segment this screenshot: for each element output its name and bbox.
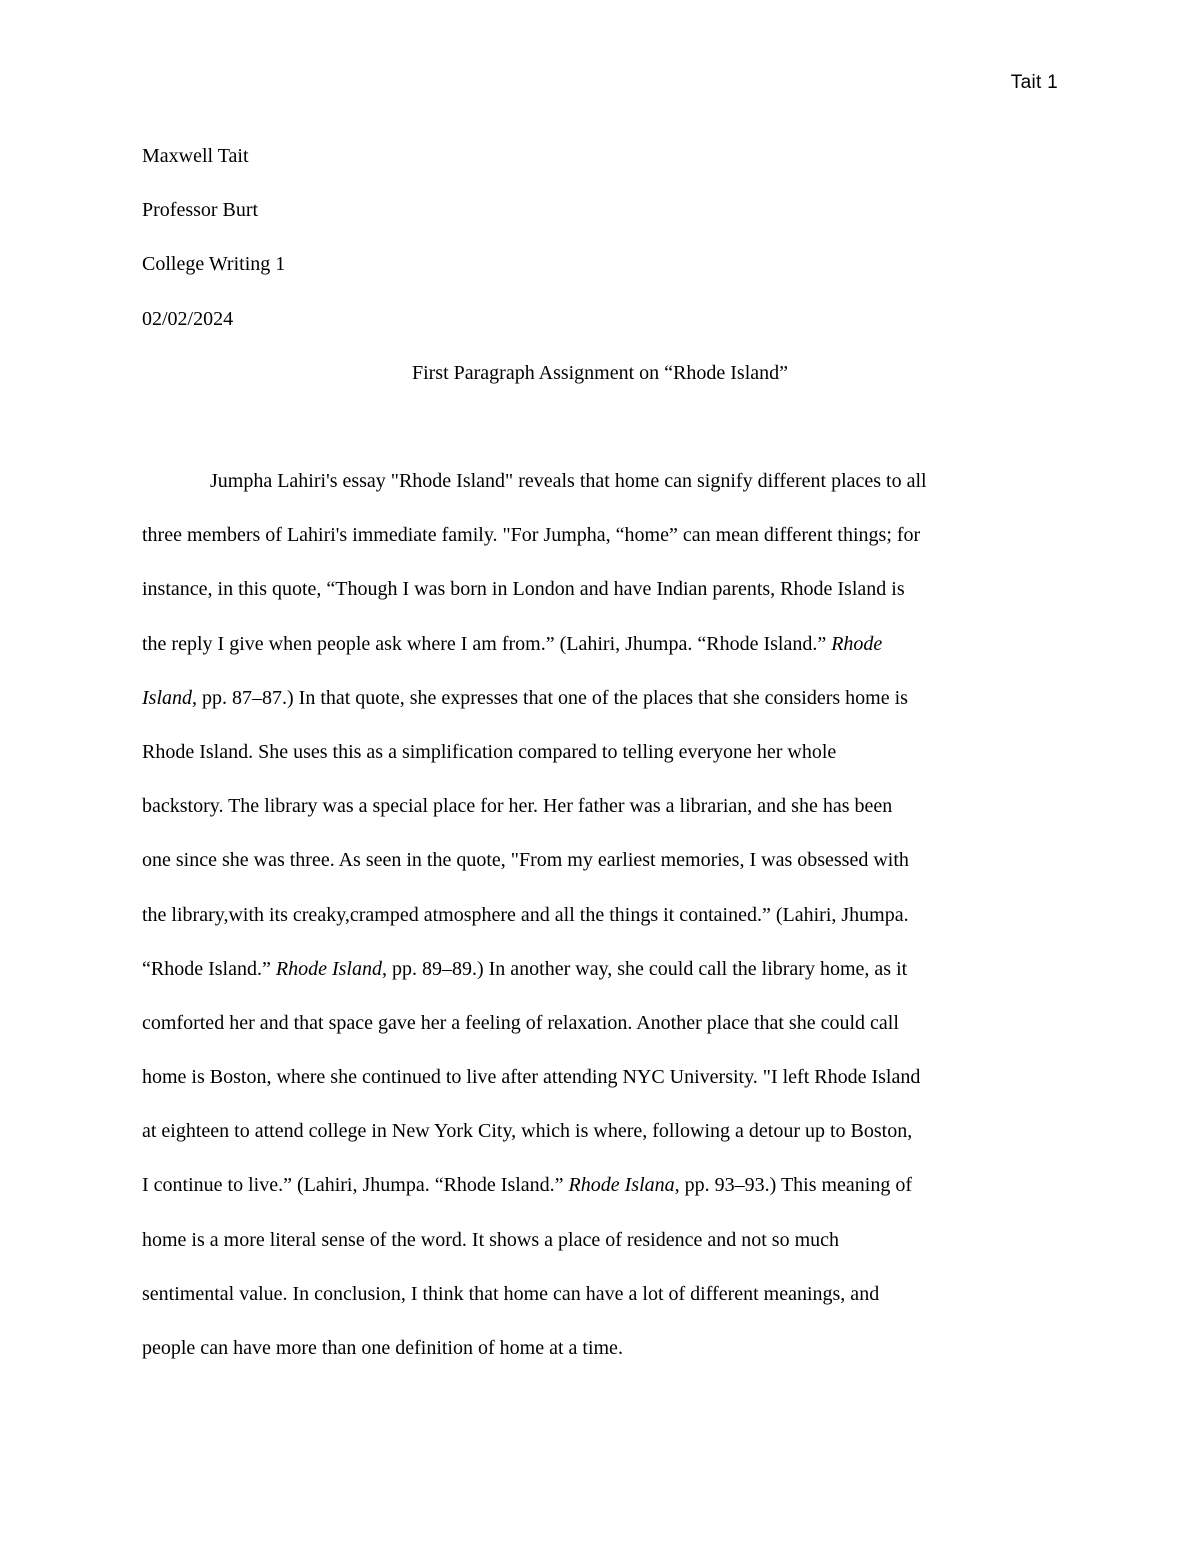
professor-name: Professor Burt [142,199,259,221]
paragraph-line [142,1065,1062,1119]
line-text: home is a more literal sense of the word. It shows a place of residence and not so much [142,1228,840,1251]
paragraph-line [142,632,1062,686]
course-name: College Writing 1 [142,253,286,275]
italic-source-title: Rhode Island [275,957,382,980]
line-text: , pp. 89–89.) In another way, she could call the library home, as it [381,957,908,980]
paragraph-line [142,1336,1062,1390]
paragraph-line [142,1228,1062,1282]
paragraph-line [142,957,1062,1011]
paragraph-line [142,577,1062,631]
italic-source-title: Rhode [831,632,883,655]
paragraph-line [142,848,1062,902]
line-text: the reply I give when people ask where I am from.” (Lahiri, Jhumpa. “Rhode Island.” [142,632,832,655]
line-text: “Rhode Island.” [142,957,276,980]
paragraph-line [142,469,1062,523]
italic-source-title: Island, [142,686,197,709]
paragraph-line [142,1119,1062,1173]
student-name: Maxwell Tait [142,145,249,167]
essay-paragraph [142,469,1062,1390]
paragraph-line [142,686,1062,740]
running-head: Tait 1 [1010,72,1058,93]
paragraph-line [142,903,1062,957]
line-text: one since she was three. As seen in the quote, "From my earliest memories, I was obsessed with [142,849,909,872]
paragraph-line [142,1011,1062,1065]
line-text: three members of Lahiri's immediate family. "For Jumpha, “home” can mean different things; for [142,524,921,547]
line-text: the library,with its creaky,cramped atmosphere and all the things it contained.” (Lahiri, Jhumpa. [142,903,909,926]
line-text: people can have more than one definition of home at a time. [142,1337,623,1359]
line-text: Jumpha Lahiri's essay "Rhode Island" reveals that home can signify different places to all [210,470,927,492]
line-text: home is Boston, where she continued to live after attending NYC University. "I left Rhode Island [142,1066,921,1089]
paragraph-line [142,523,1062,577]
line-text: sentimental value. In conclusion, I think that home can have a lot of different meanings, and [142,1282,880,1305]
line-text: I continue to live.” (Lahiri, Jhumpa. “Rhode Island.” [142,1174,569,1197]
line-text: , pp. 93–93.) This meaning of [674,1174,913,1197]
paragraph-line [142,794,1062,848]
date: 02/02/2024 [142,308,234,330]
line-text: instance, in this quote, “Though I was born in London and have Indian parents, Rhode Island is [142,578,905,601]
line-text: Rhode Island. She uses this as a simplification compared to telling everyone her whole [142,740,837,763]
line-text: pp. 87–87.) In that quote, she expresses that one of the places that she considers home is [197,686,908,709]
paragraph-line [142,1282,1062,1336]
italic-source-title: Rhode Islana [568,1174,675,1197]
line-text: backstory. The library was a special place for her. Her father was a librarian, and she has been [142,795,893,818]
paragraph-line [142,740,1062,794]
paragraph-line [142,1173,1062,1227]
line-text: comforted her and that space gave her a feeling of relaxation. Another place that she could call [142,1011,899,1034]
line-text: at eighteen to attend college in New York City, which is where, following a detour up to Boston, [142,1120,913,1143]
essay-title: First Paragraph Assignment on “Rhode Island” [411,362,789,384]
